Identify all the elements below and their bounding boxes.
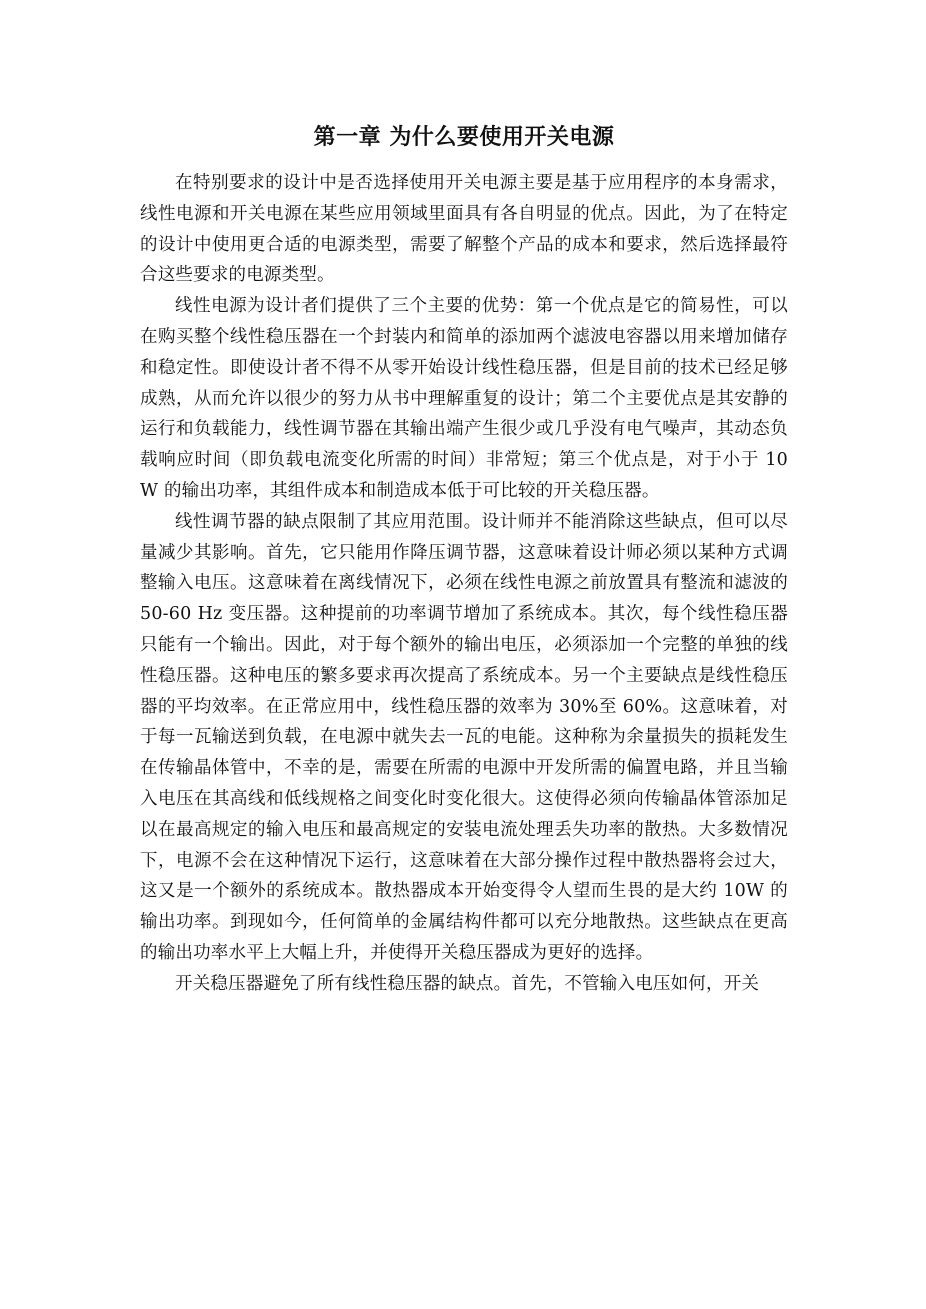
paragraph-linear-disadvantages: 线性调节器的缺点限制了其应用范围。设计师并不能消除这些缺点，但可以尽量减少其影响。首先，它只能用作降压调节器，这意味着设计师必须以某种方式调整输入电压。这意味着在离线情况下，必须在线性电源之前放置具有整流和滤波的 50-60 Hz 变压器。这种提前的功率调节增加了系统成本。其次，每个线性稳压器只能有一个输出。因此，对于每个额外的输出电压，必须添加一个完整的单独的线性稳压器。这种电压的繁多要求再次提高了系统成本。另一个主要缺点是线性稳压器的平均效率。在正常应用中，线性稳压器的效率为 30%至 60%。这意味着，对于每一瓦输送到负载，在电源中就失去一瓦的电能。这种称为余量损失的损耗发生在传输晶体管中，不幸的是，需要在所需的电源中开发所需的偏置电路，并且当输入电压在其高线和低线规格之间变化时变化很大。这使得必须向传输晶体管添加足以在最高规定的输入电压和最高规定的安装电流处理丢失功率的散热。大多数情况下，电源不会在这种情况下运行，这意味着在大部分操作过程中散热器将会过大，这又是一个额外的系统成本。散热器成本开始变得令人望而生畏的是大约 10W 的输出功率。到现如今，任何简单的金属结构件都可以充分地散热。这些缺点在更高的输出功率水平上大幅上升，并使得开关稳压器成为更好的选择。 xyxy=(140,511,788,963)
paragraph-intro: 在特别要求的设计中是否选择使用开关电源主要是基于应用程序的本身需求，线性电源和开关电源在某些应用领域里面具有各自明显的优点。因此，为了在特定的设计中使用更合适的电源类型，需要了解整个产品的成本和要求，然后选择最符合这些要求的电源类型。 xyxy=(140,173,788,286)
paragraph-linear-advantages: 线性电源为设计者们提供了三个主要的优势：第一个优点是它的简易性，可以在购买整个线性稳压器在一个封装内和简单的添加两个滤波电容器以用来增加储存和稳定性。即使设计者不得不从零开始设计线性稳压器，但是目前的技术已经足够成熟，从而允许以很少的努力从书中理解重复的设计；第二个主要优点是其安静的运行和负载能力，线性调节器在其输出端产生很少或几乎没有电气噪声，其动态负载响应时间（即负载电流变化所需的时间）非常短；第三个优点是，对于小于 10W 的输出功率，其组件成本和制造成本低于可比较的开关稳压器。 xyxy=(140,296,788,501)
document-body xyxy=(140,118,788,1000)
paragraph-switching-regulator: 开关稳压器避免了所有线性稳压器的缺点。首先，不管输入电压如何，开关 xyxy=(175,973,760,994)
chapter-title: 第一章 为什么要使用开关电源 xyxy=(313,125,615,150)
